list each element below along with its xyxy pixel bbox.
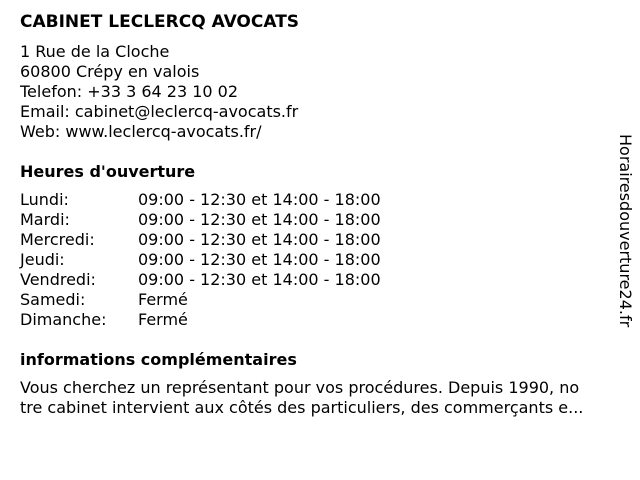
- day-label: Vendredi:: [20, 270, 96, 289]
- business-card: [20, 10, 632, 418]
- day-hours: Fermé: [138, 310, 188, 329]
- postal-city: 60800 Crépy en valois: [20, 62, 200, 81]
- day-label: Samedi:: [20, 290, 86, 309]
- hours-row-mardi: [20, 210, 632, 230]
- street-address: 1 Rue de la Cloche: [20, 42, 170, 61]
- day-label: Jeudi:: [20, 250, 65, 269]
- hours-row-dimanche: [20, 310, 632, 330]
- description-line: Vous cherchez un représentant pour vos procédures. Depuis 1990, no: [20, 378, 580, 397]
- business-name: CABINET LECLERCQ AVOCATS: [20, 12, 300, 32]
- phone-line: Telefon: +33 3 64 23 10 02: [20, 82, 239, 101]
- hours-row-mercredi: [20, 230, 632, 250]
- day-hours: 09:00 - 12:30 et 14:00 - 18:00: [138, 230, 381, 249]
- hours-table: [20, 190, 632, 330]
- web-line: Web: www.leclercq-avocats.fr/: [20, 122, 262, 141]
- hours-row-jeudi: [20, 250, 632, 270]
- email-line: Email: cabinet@leclercq-avocats.fr: [20, 102, 299, 121]
- info-heading: informations complémentaires: [20, 350, 297, 369]
- hours-row-vendredi: [20, 270, 632, 290]
- day-hours: Fermé: [138, 290, 188, 309]
- day-label: Mardi:: [20, 210, 70, 229]
- address-block: [20, 42, 632, 142]
- day-hours: 09:00 - 12:30 et 14:00 - 18:00: [138, 270, 381, 289]
- day-label: Dimanche:: [20, 310, 107, 329]
- day-hours: 09:00 - 12:30 et 14:00 - 18:00: [138, 210, 381, 229]
- day-hours: 09:00 - 12:30 et 14:00 - 18:00: [138, 250, 381, 269]
- hours-heading: Heures d'ouverture: [20, 162, 196, 181]
- hours-row-lundi: [20, 190, 632, 210]
- description-line: tre cabinet intervient aux côtés des particuliers, des commerçants e...: [20, 398, 584, 417]
- day-label: Mercredi:: [20, 230, 95, 249]
- info-description: [20, 378, 632, 418]
- hours-row-samedi: [20, 290, 632, 310]
- day-label: Lundi:: [20, 190, 69, 209]
- brand-watermark: Horairesdouverture24.fr: [616, 134, 635, 328]
- day-hours: 09:00 - 12:30 et 14:00 - 18:00: [138, 190, 381, 209]
